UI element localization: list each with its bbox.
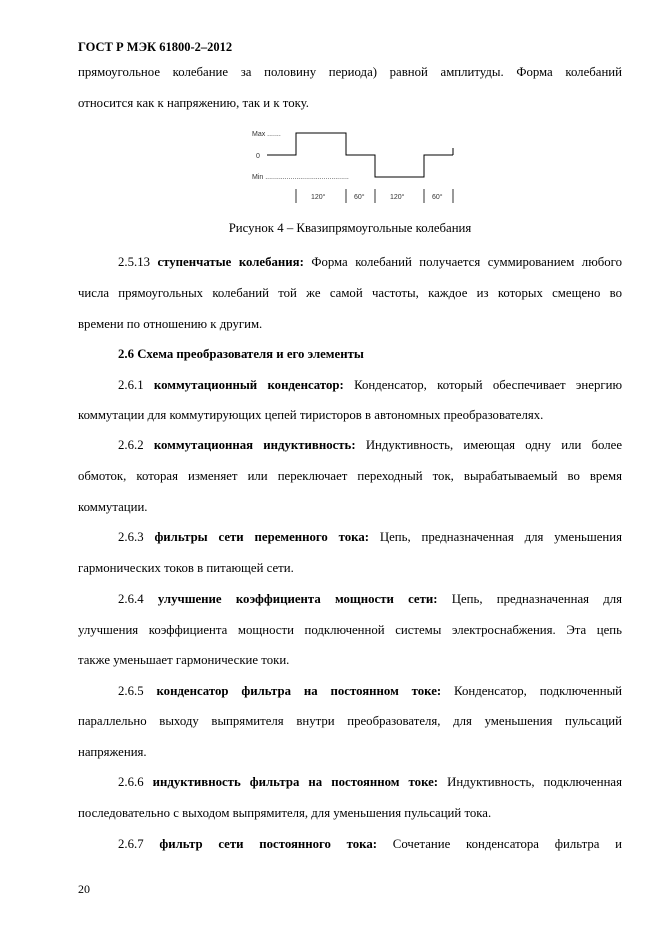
figure-caption: Рисунок 4 – Квазипрямоугольные колебания [228, 221, 472, 235]
p264-line-1: 2.6.4 улучшение коэффициента мощности сети: Цепь, предназначенная для [118, 592, 623, 606]
min-label: Min ........................................... [252, 174, 349, 181]
p263-line-2: гармонических токов в питающей сети. [78, 561, 294, 575]
p266-line-1: 2.6.6 индуктивность фильтра на постоянном токе: Индуктивность, подключенная [118, 775, 622, 789]
document-header: ГОСТ Р МЭК 61800-2–2012 [78, 40, 233, 54]
p2513-line-3: времени по отношению к другим. [78, 317, 263, 331]
segment-60-a: 60° [354, 194, 365, 201]
p262-line-3: коммутации. [78, 500, 148, 514]
p267-line-1: 2.6.7 фильтр сети постоянного тока: Сочетание конденсатора фильтра и [118, 837, 623, 851]
waveform-line [267, 133, 453, 177]
zero-label: 0 [256, 153, 260, 160]
p261-line-1: 2.6.1 коммутационный конденсатор: Конденсатор, который обеспечивает энергию [118, 378, 623, 392]
max-label: Max ....... [252, 131, 281, 138]
p262-line-2: обмоток, которая изменяет или переключает переходный ток, вырабатываемый во время [78, 469, 622, 483]
page-number: 20 [78, 882, 90, 896]
p265-line-1: 2.6.5 конденсатор фильтра на постоянном токе: Конденсатор, подключенный [118, 684, 623, 698]
intro-line-2: относится как к напряжению, так и к току. [78, 96, 309, 110]
p264-line-3: также уменьшает гармонические токи. [78, 653, 290, 667]
p261-line-2: коммутации для коммутирующих цепей тиристоров в автономных преобразователях. [78, 408, 544, 422]
intro-line-1: прямоугольное колебание за половину периода) равной амплитуды. Форма колебаний [78, 65, 622, 79]
segment-60-b: 60° [432, 194, 443, 201]
p265-line-2: параллельно выходу выпрямителя внутри преобразователя, для уменьшения пульсаций [78, 714, 622, 728]
p2513-line-2: числа прямоугольных колебаний той же самой частоты, каждое из которых смещено во [78, 286, 622, 300]
p266-line-2: последовательно с выходом выпрямителя, для уменьшения пульсаций тока. [78, 806, 492, 820]
segment-120-b: 120° [390, 194, 405, 201]
p264-line-2: улучшения коэффициента мощности подключенной системы электроснабжения. Эта цепь [78, 623, 622, 637]
segment-120-a: 120° [311, 194, 326, 201]
section-heading-2-6: 2.6 Схема преобразователя и его элементы [118, 347, 364, 361]
p265-line-3: напряжения. [78, 745, 147, 759]
p2513-line-1: 2.5.13 ступенчатые колебания: Форма колебаний получается суммированием любого [118, 255, 622, 269]
p263-line-1: 2.6.3 фильтры сети переменного тока: Цепь, предназначенная для уменьшения [118, 530, 622, 544]
p262-line-1: 2.6.2 коммутационная индуктивность: Индуктивность, имеющая одну или более [118, 438, 623, 452]
